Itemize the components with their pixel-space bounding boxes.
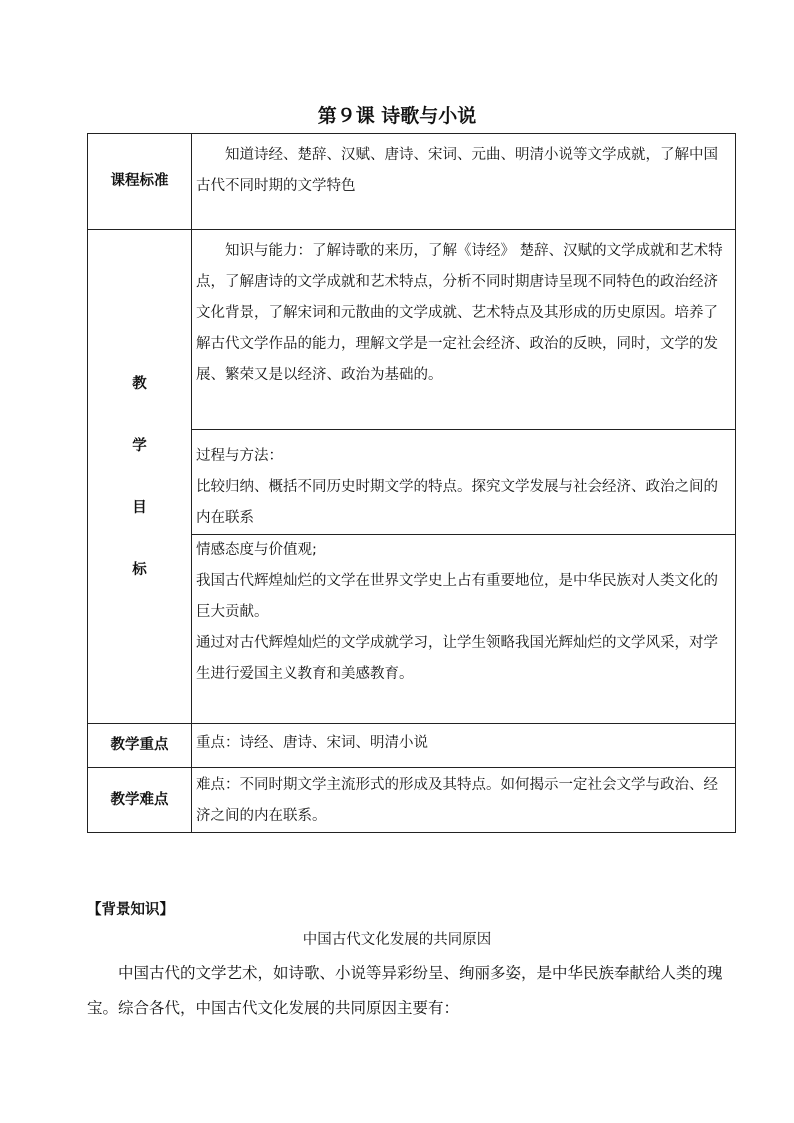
key-points-label: 教学重点 — [88, 724, 192, 768]
key-points-row — [88, 724, 736, 768]
emotion-cell — [192, 535, 736, 724]
objectives-label-char: 教 — [132, 375, 147, 392]
page-title: 第９课 诗歌与小说 — [317, 105, 477, 127]
objectives-row-knowledge — [88, 230, 736, 430]
key-points-text: 重点：诗经、唐诗、宋词、明清小说 — [196, 735, 428, 751]
standard-label: 课程标准 — [88, 134, 192, 230]
process-text: 比较归纳、概括不同历史时期文学的特点。探究文学发展与社会经济、政治之间的内在联系 — [196, 479, 718, 526]
objectives-label-char: 标 — [132, 561, 147, 578]
emotion-text-1: 我国古代辉煌灿烂的文学在世界文学史上占有重要地位，是中华民族对人类文化的巨大贡献。 — [196, 573, 718, 620]
standard-text: 知道诗经、楚辞、汉赋、唐诗、宋词、元曲、明清小说等文学成就，了解中国古代不同时期的文学特色 — [196, 147, 718, 194]
difficulties-cell — [192, 768, 736, 833]
difficulties-label: 教学难点 — [88, 768, 192, 833]
difficulties-text: 难点：不同时期文学主流形式的形成及其特点。如何揭示一定社会文学与政治、经济之间的内在联系。 — [196, 777, 718, 824]
objectives-label — [88, 230, 192, 724]
background-heading: 【背景知识】 — [87, 902, 174, 918]
emotion-text-2: 通过对古代辉煌灿烂的文学成就学习，让学生领略我国光辉灿烂的文学风采，对学生进行爱国主义教育和美感教育。 — [196, 635, 718, 682]
key-points-cell — [192, 724, 736, 768]
background-body: 中国古代的文学艺术，如诗歌、小说等异彩纷呈、绚丽多姿，是中华民族奉献给人类的瑰宝。综合各代，中国古代文化发展的共同原因主要有： — [87, 964, 723, 1017]
knowledge-text: 知识与能力：了解诗歌的来历，了解《诗经》 楚辞、汉赋的文学成就和艺术特点，了解唐诗的文学成就和艺术特点，分析不同时期唐诗呈现不同特色的政治经济文化背景，了解宋词和元散曲的文学成就、艺术特点及其形成的历史原因。培养了解古代文学作品的能力，理解文学是一定社会经济、政治的反映，同时，文学的发展、繁荣又是以经济、政治为基础的。 — [196, 243, 723, 383]
process-cell — [192, 430, 736, 535]
emotion-title: 情感态度与价值观; — [196, 542, 317, 558]
knowledge-cell — [192, 230, 736, 430]
difficulties-row — [88, 768, 736, 833]
lesson-plan-table — [87, 133, 736, 833]
objectives-label-char: 目 — [132, 499, 147, 516]
standard-cell — [192, 134, 736, 230]
standard-row — [88, 134, 736, 230]
background-subtitle: 中国古代文化发展的共同原因 — [302, 932, 492, 948]
objectives-label-char: 学 — [132, 437, 147, 454]
process-title: 过程与方法： — [196, 448, 283, 464]
